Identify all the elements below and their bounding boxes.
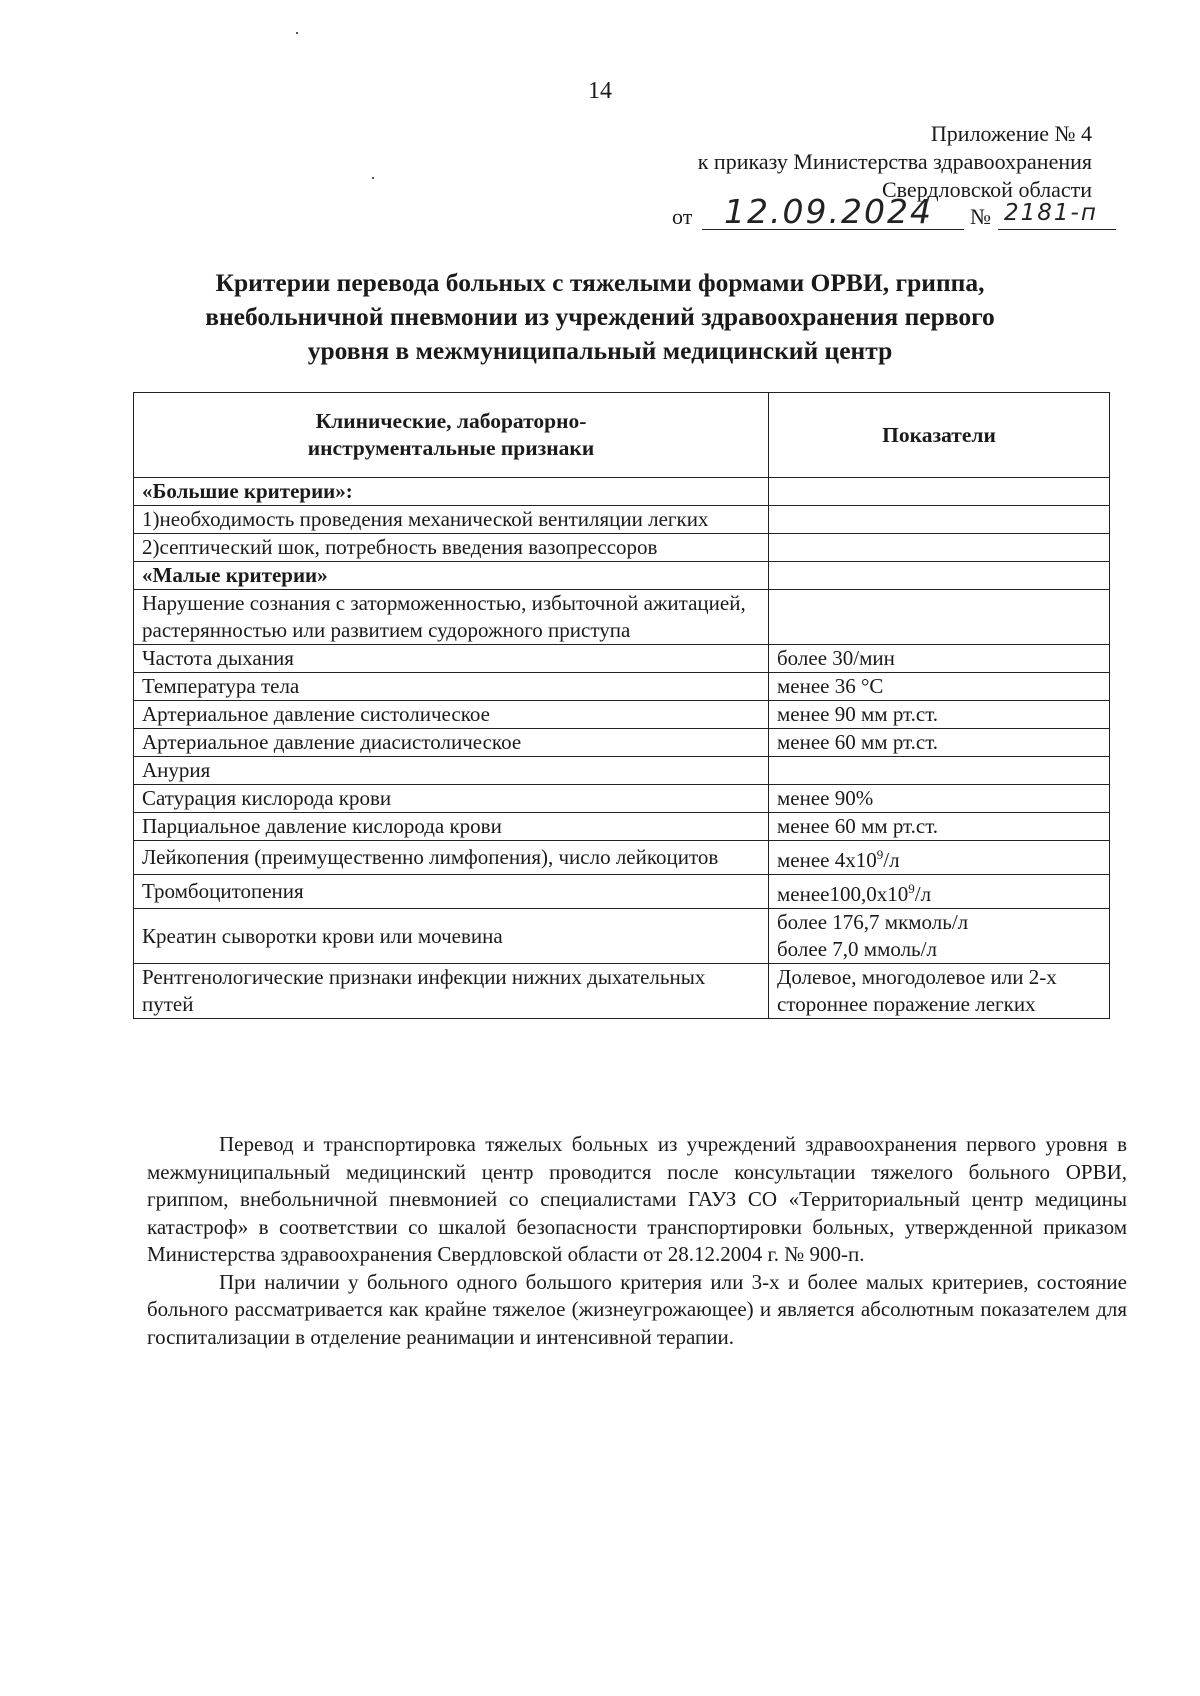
indicator-cell	[769, 478, 1110, 506]
section-heading-cell: «Большие критерии»:	[134, 478, 769, 506]
criterion-cell: 2)септический шок, потребность введения вазопрессоров	[134, 534, 769, 562]
body-text	[147, 1131, 1127, 1351]
indicator-exponent: 9	[908, 881, 915, 896]
table-row	[134, 673, 1110, 701]
table-row	[134, 841, 1110, 875]
criterion-cell: Тромбоцитопения	[134, 875, 769, 909]
handwritten-date: 12.09.2024	[724, 192, 933, 231]
table-row	[134, 729, 1110, 757]
criterion-cell: Рентгенологические признаки инфекции нижних дыхательных путей	[134, 964, 769, 1019]
title-line: уровня в межмуниципальный медицинский центр	[307, 336, 893, 365]
order-date-number-line	[672, 192, 1162, 232]
appendix-order-ref: к приказу Министерства здравоохранения	[697, 149, 1092, 174]
indicator-exponent: 9	[876, 847, 884, 862]
table-header-row	[134, 393, 1110, 478]
indicator-cell	[769, 590, 1110, 645]
indicator-value: менее 4х10	[777, 848, 877, 872]
column-header-line: инструментальные признаки	[307, 436, 595, 460]
indicator-cell	[769, 506, 1110, 534]
number-underline	[998, 229, 1116, 230]
table-row	[134, 964, 1110, 1019]
table-row	[134, 875, 1110, 909]
indicator-cell	[769, 562, 1110, 590]
indicator-cell	[769, 909, 1110, 964]
indicator-cell: Долевое, многодолевое или 2-х стороннее поражение легких	[769, 964, 1110, 1019]
table-row	[134, 701, 1110, 729]
table-row	[134, 785, 1110, 813]
table-row	[134, 506, 1110, 534]
criterion-cell: Нарушение сознания с заторможенностью, избыточной ажитацией, растерянностью или развитием судорожного приступа	[134, 590, 769, 645]
number-label: №	[970, 204, 991, 229]
paragraph: Перевод и транспортировка тяжелых больных из учреждений здравоохранения первого уровня в межмуниципальный медицинский центр проводится после консультации тяжелого больного ОРВИ, гриппом, внебольничной пневмонией со специалистами ГАУЗ СО «Территориальный центр медицины катастроф» в соответствии со шкалой безопасности транспортировки больных, утвержденной приказом Министерства здравоохранения Свердловской области от 28.12.2004 г. № 900-п.	[147, 1132, 1127, 1266]
criterion-cell: Анурия	[134, 757, 769, 785]
criterion-cell: 1)необходимость проведения механической вентиляции легких	[134, 506, 769, 534]
criterion-cell: Креатин сыворотки крови или мочевина	[134, 909, 769, 964]
indicator-cell: менее 90 мм рт.ст.	[769, 701, 1110, 729]
table-row	[134, 478, 1110, 506]
appendix-region: Свердловской области	[882, 177, 1092, 202]
indicator-line: более 176,7 мкмоль/л	[777, 910, 969, 934]
column-header-line: Клинические, лабораторно-	[315, 409, 587, 433]
table-row	[134, 813, 1110, 841]
criterion-cell: Сатурация кислорода крови	[134, 785, 769, 813]
document-title	[150, 266, 1050, 368]
column-header-indicators: Показатели	[769, 393, 1110, 478]
criterion-cell: Температура тела	[134, 673, 769, 701]
table-row	[134, 590, 1110, 645]
indicator-cell	[769, 534, 1110, 562]
indicator-cell: менее 90%	[769, 785, 1110, 813]
table-row	[134, 562, 1110, 590]
indicator-cell: менее 60 мм рт.ст.	[769, 729, 1110, 757]
table-row	[134, 757, 1110, 785]
indicator-unit: /л	[883, 848, 900, 872]
handwritten-number: 2181-п	[1004, 200, 1098, 226]
criterion-cell: Артериальное давление диасистолическое	[134, 729, 769, 757]
criterion-cell: Частота дыхания	[134, 645, 769, 673]
section-heading-cell: «Малые критерии»	[134, 562, 769, 590]
indicator-cell: более 30/мин	[769, 645, 1110, 673]
indicator-value: менее100,0х10	[777, 882, 909, 906]
indicator-cell: менее 60 мм рт.ст.	[769, 813, 1110, 841]
criterion-cell: Артериальное давление систолическое	[134, 701, 769, 729]
appendix-number: Приложение № 4	[930, 121, 1092, 146]
table-body	[134, 478, 1110, 1019]
indicator-unit: /л	[914, 882, 932, 906]
criterion-cell: Парциальное давление кислорода крови	[134, 813, 769, 841]
column-header-criteria	[134, 393, 769, 478]
indicator-cell: менее 36 °С	[769, 673, 1110, 701]
paragraph: При наличии у больного одного большого критерия или 3-х и более малых критериев, состояние больного рассматривается как крайне тяжелое (жизнеугрожающее) и является абсолютным показателем для госпитализации в отделение реанимации и интенсивной терапии.	[147, 1269, 1127, 1349]
indicator-line: более 7,0 ммоль/л	[777, 937, 937, 961]
page-number: 14	[588, 78, 612, 104]
indicator-cell	[769, 841, 1110, 875]
criterion-cell: Лейкопения (преимущественно лимфопения), число лейкоцитов	[134, 841, 769, 875]
table-row	[134, 645, 1110, 673]
criteria-table	[133, 392, 1110, 1019]
date-label: от	[672, 204, 693, 229]
table-row	[134, 909, 1110, 964]
title-line: внебольничной пневмонии из учреждений здравоохранения первого	[205, 302, 995, 331]
indicator-cell	[769, 757, 1110, 785]
title-line: Критерии перевода больных с тяжелыми формами ОРВИ, гриппа,	[215, 268, 985, 297]
table-row	[134, 534, 1110, 562]
indicator-cell	[769, 875, 1110, 909]
